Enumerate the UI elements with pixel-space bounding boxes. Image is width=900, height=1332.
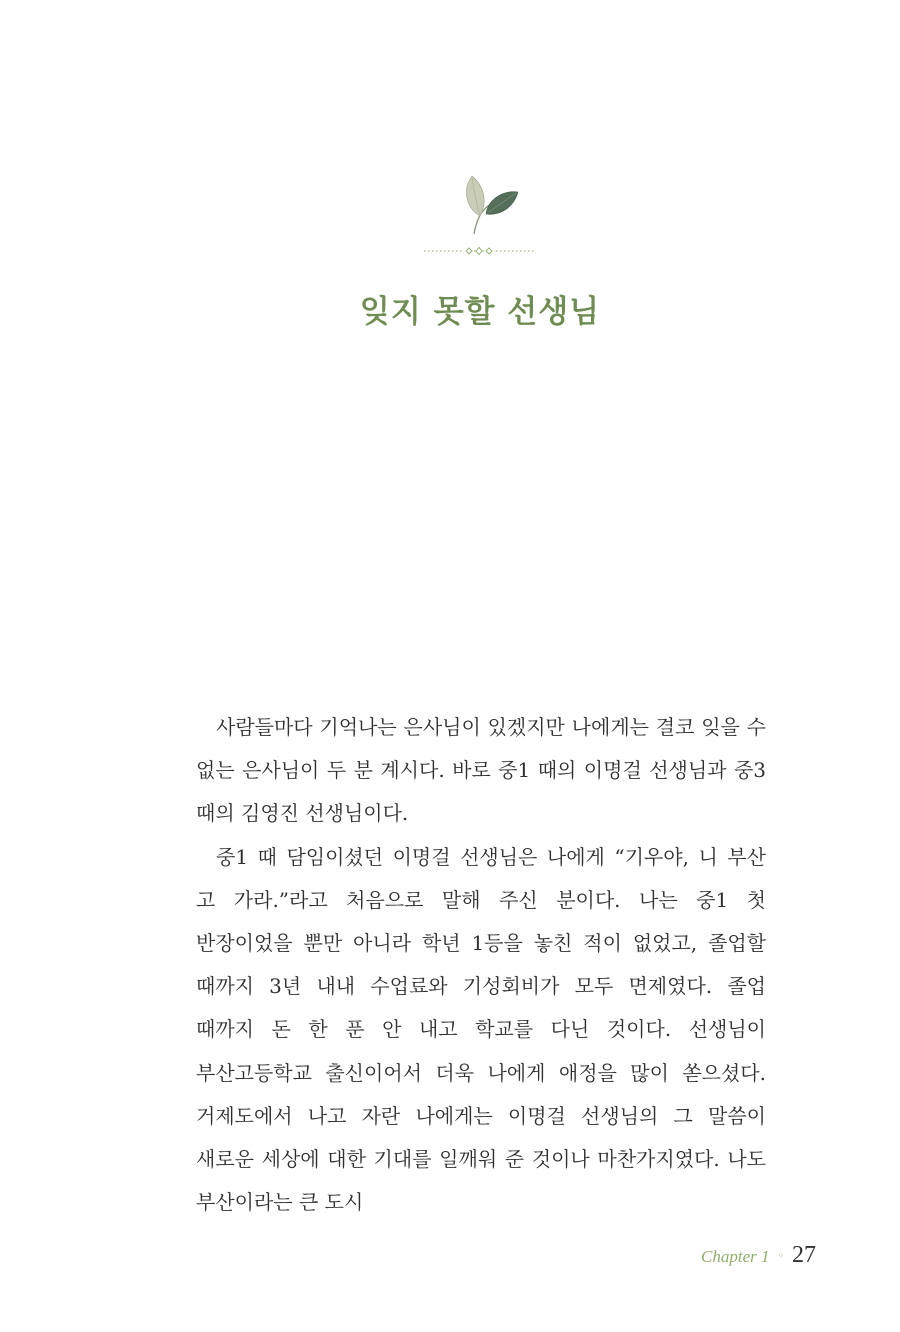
paragraph: 사람들마다 기억나는 은사님이 있겠지만 나에게는 결코 잊을 수 없는 은사님이 두 분 계시다. 바로 중1 때의 이명걸 선생님과 중3 때의 김영진 선생님이다. xyxy=(196,715,766,826)
page-footer xyxy=(701,1242,816,1272)
chapter-label: Chapter 1 xyxy=(701,1247,770,1266)
body-text xyxy=(196,706,766,1224)
paragraph: 중1 때 담임이셨던 이명걸 선생님은 나에게 “기우야, 니 부산 고 가라.”라고 처음으로 말해 주신 분이다. 나는 중1 첫 반장이었을 뿐만 아니라 학년 1등을 놓친 적이 없었고, 졸업할 때까지 3년 내내 수업료와 기성회비가 모두 면제였다. 졸업 때까지 돈 한 푼 안 내고 학교를 다닌 것이다. 선생님이 부산고등학교 출신이어서 더욱 나에게 애정을 많이 쏟으셨다. 거제도에서 나고 자란 나에게는 이명걸 선생님의 그 말씀이 새로운 세상에 대한 기대를 일깨워 준 것이나 마찬가지였다. 나도 부산이라는 큰 도시 xyxy=(196,844,766,1215)
dotted-divider-icon xyxy=(422,244,536,258)
chapter-ornament xyxy=(0,160,900,260)
leaf-icon xyxy=(458,172,524,240)
footer-separator: ◦ xyxy=(777,1249,784,1262)
chapter-title: 잊지 못할 선생님 xyxy=(359,294,601,330)
page-number: 27 xyxy=(792,1242,816,1268)
